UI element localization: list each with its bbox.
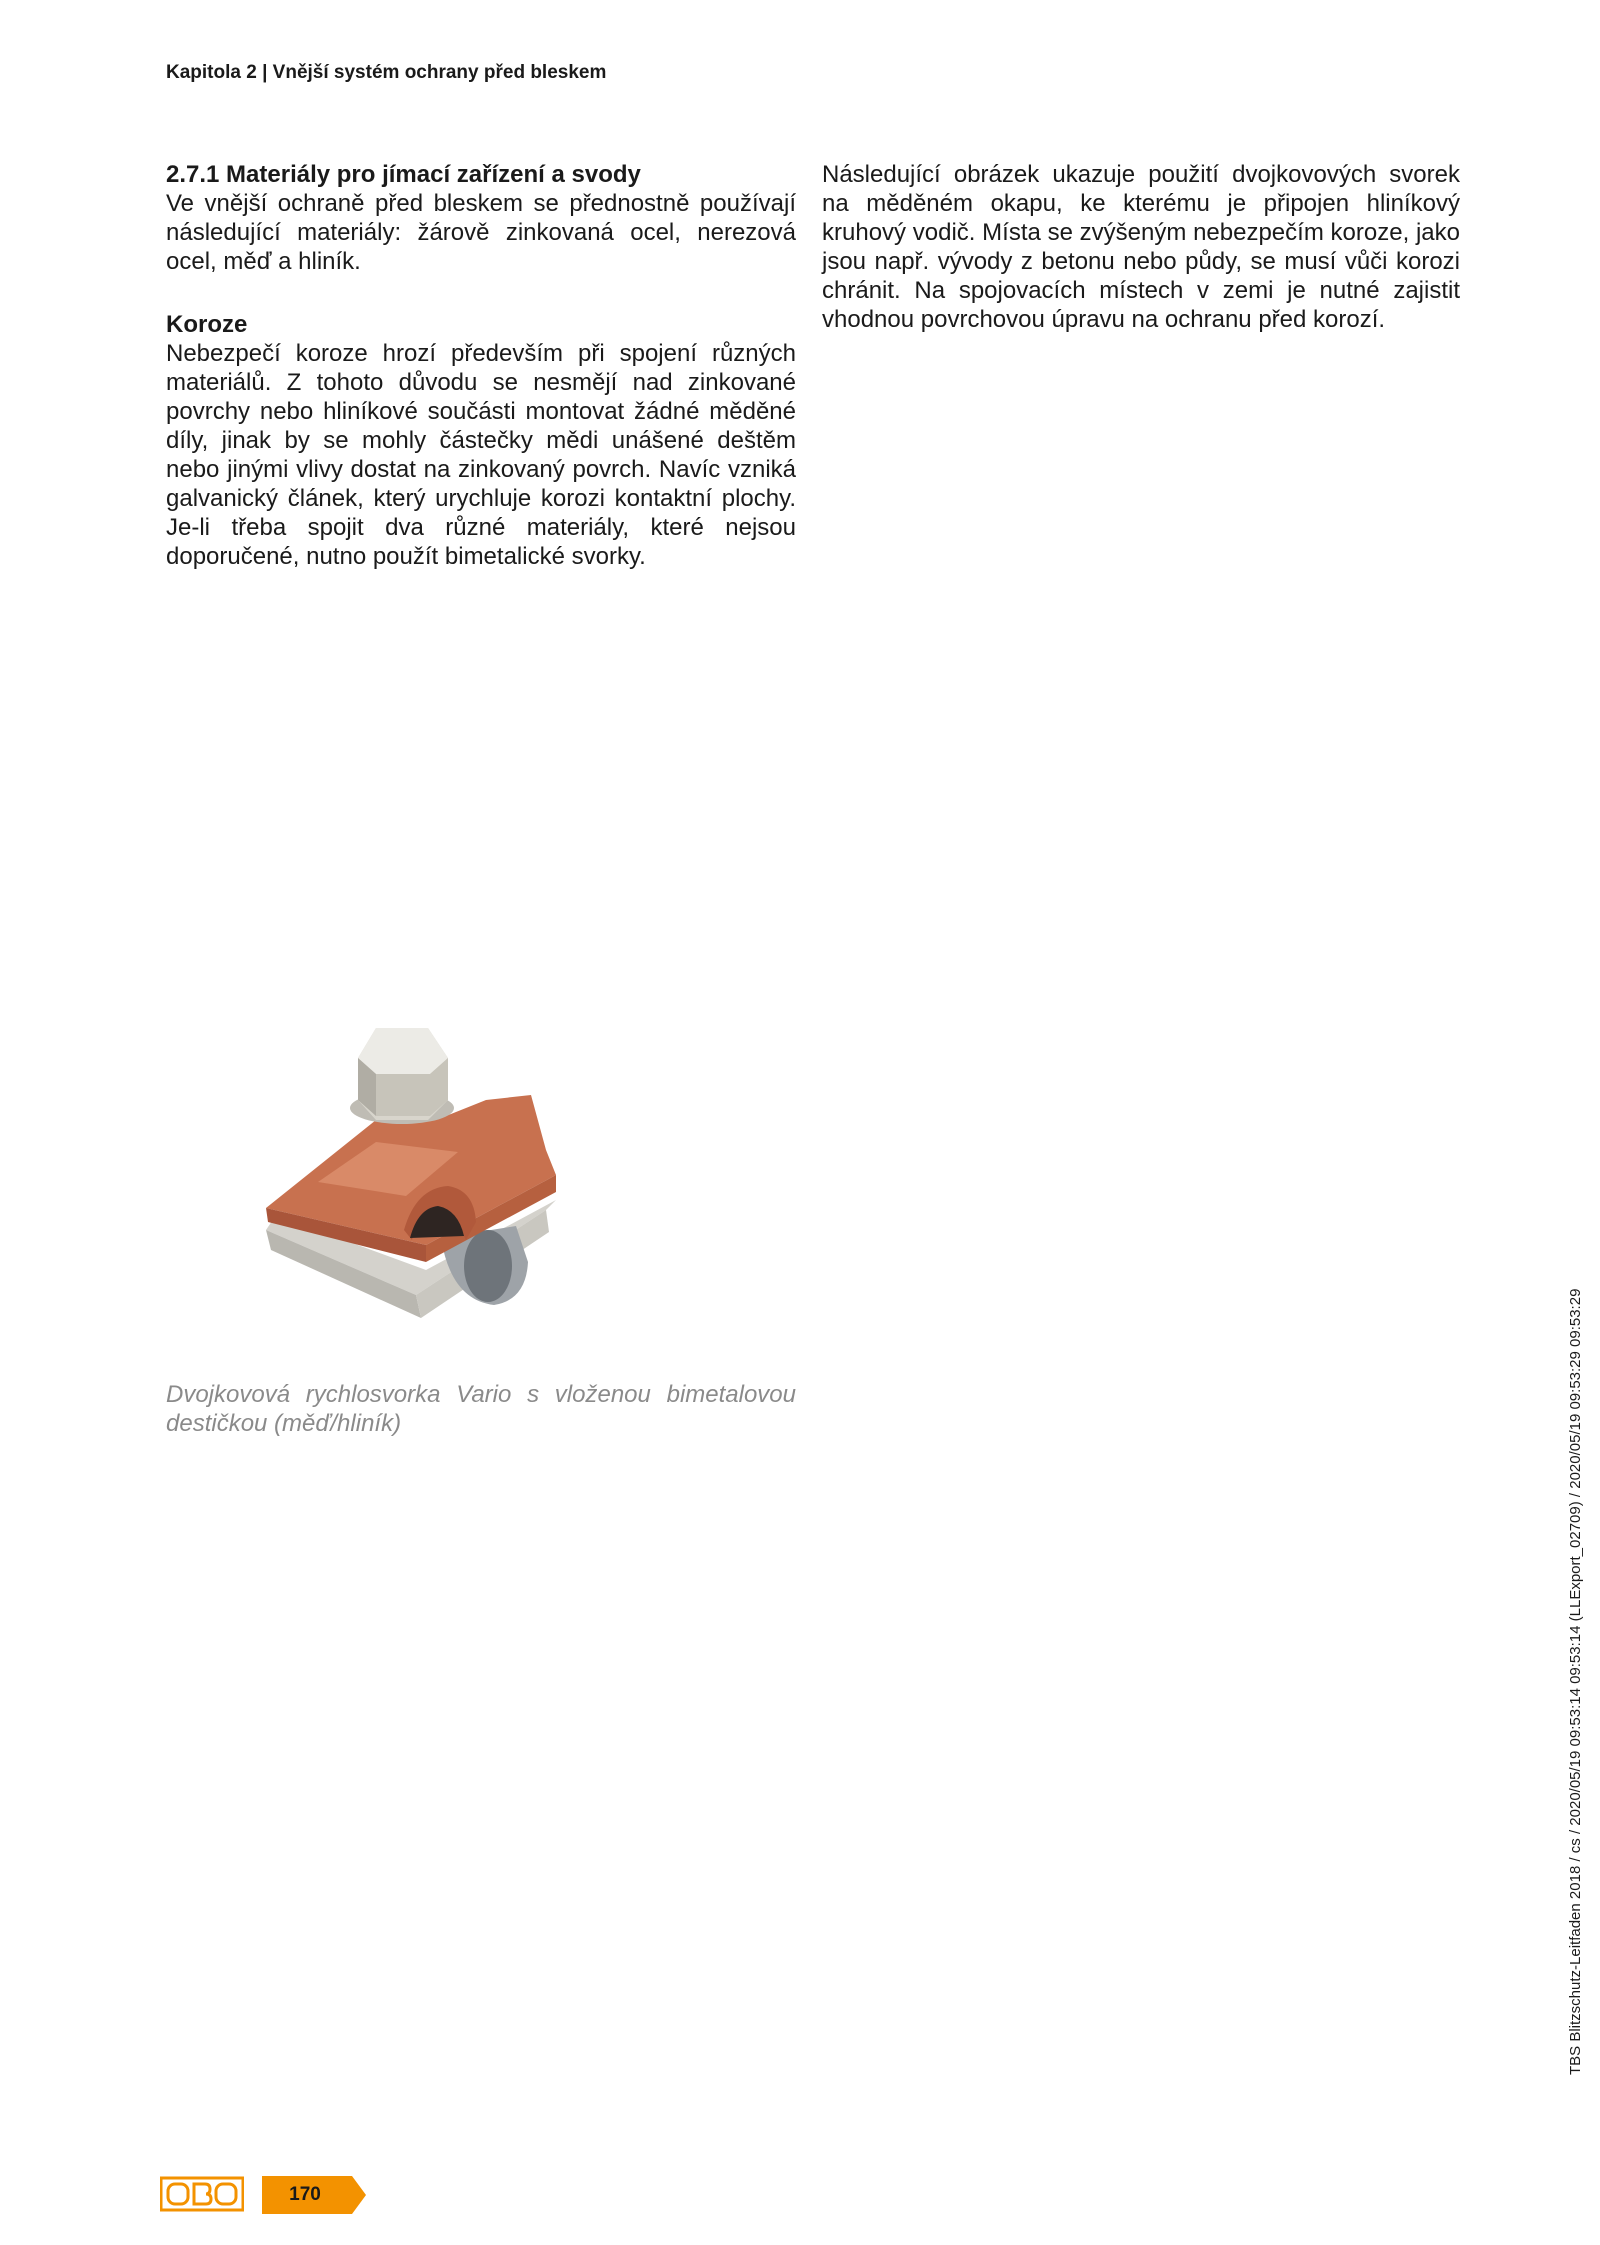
obo-logo [160,2176,244,2217]
corrosion-heading: Koroze [166,311,248,338]
running-header: Kapitola 2 | Vnější systém ochrany před bleskem [166,62,607,83]
left-column [166,160,796,571]
corrosion-paragraph: Nebezpečí koroze hrozí především při spojení různých materiálů. Z tohoto důvodu se nesmějí nad zinkované povrchy nebo hliníkové součásti montovat žádné měděné díly, jinak by se mohly částečky mědi unášené deštěm nebo jinými vlivy dostat na zinkovaný povrch. Navíc vzniká galvanický článek, který urychluje korozi kontaktní plochy. Je-li třeba spojit dva různé materiály, které nejsou doporučené, nutno použít bimetalické svorky. [166,340,796,570]
bimetal-clamp-image [226,1000,646,1330]
intro-paragraph: Ve vnější ochraně před bleskem se přednostně používají následující materiály: žárově zinkovaná ocel, nerezová ocel, měď a hliník. [166,190,796,275]
side-note: TBS Blitzschutz-Leitfaden 2018 / cs / 2020/05/19 09:53:14 09:53:14 (LLExport_02709) / 2020/05/19 09:53:29 09:53:29 [1567,1288,1584,2075]
page-number-tab [262,2176,366,2214]
right-paragraph: Následující obrázek ukazuje použití dvojkovových svorek na měděném okapu, ke kterému je připojen hliníkový kruhový vodič. Místa se zvýšeným nebezpečím koroze, jako jsou např. vývody z betonu nebo půdy, se musí vůči korozi chránit. Na spojovacích místech v zemi je nutné zajistit vhodnou povrchovou úpravu na ochranu před korozí. [822,161,1460,333]
page-number: 170 [289,2184,321,2205]
figure-caption: Dvojkovová rychlosvorka Vario s vloženou bimetalovou destičkou (měď/hliník) [166,1381,796,1437]
section-heading: 2.7.1 Materiály pro jímací zařízení a svody [166,161,641,188]
right-column [822,160,1460,334]
clamp-figure [166,1000,796,1340]
